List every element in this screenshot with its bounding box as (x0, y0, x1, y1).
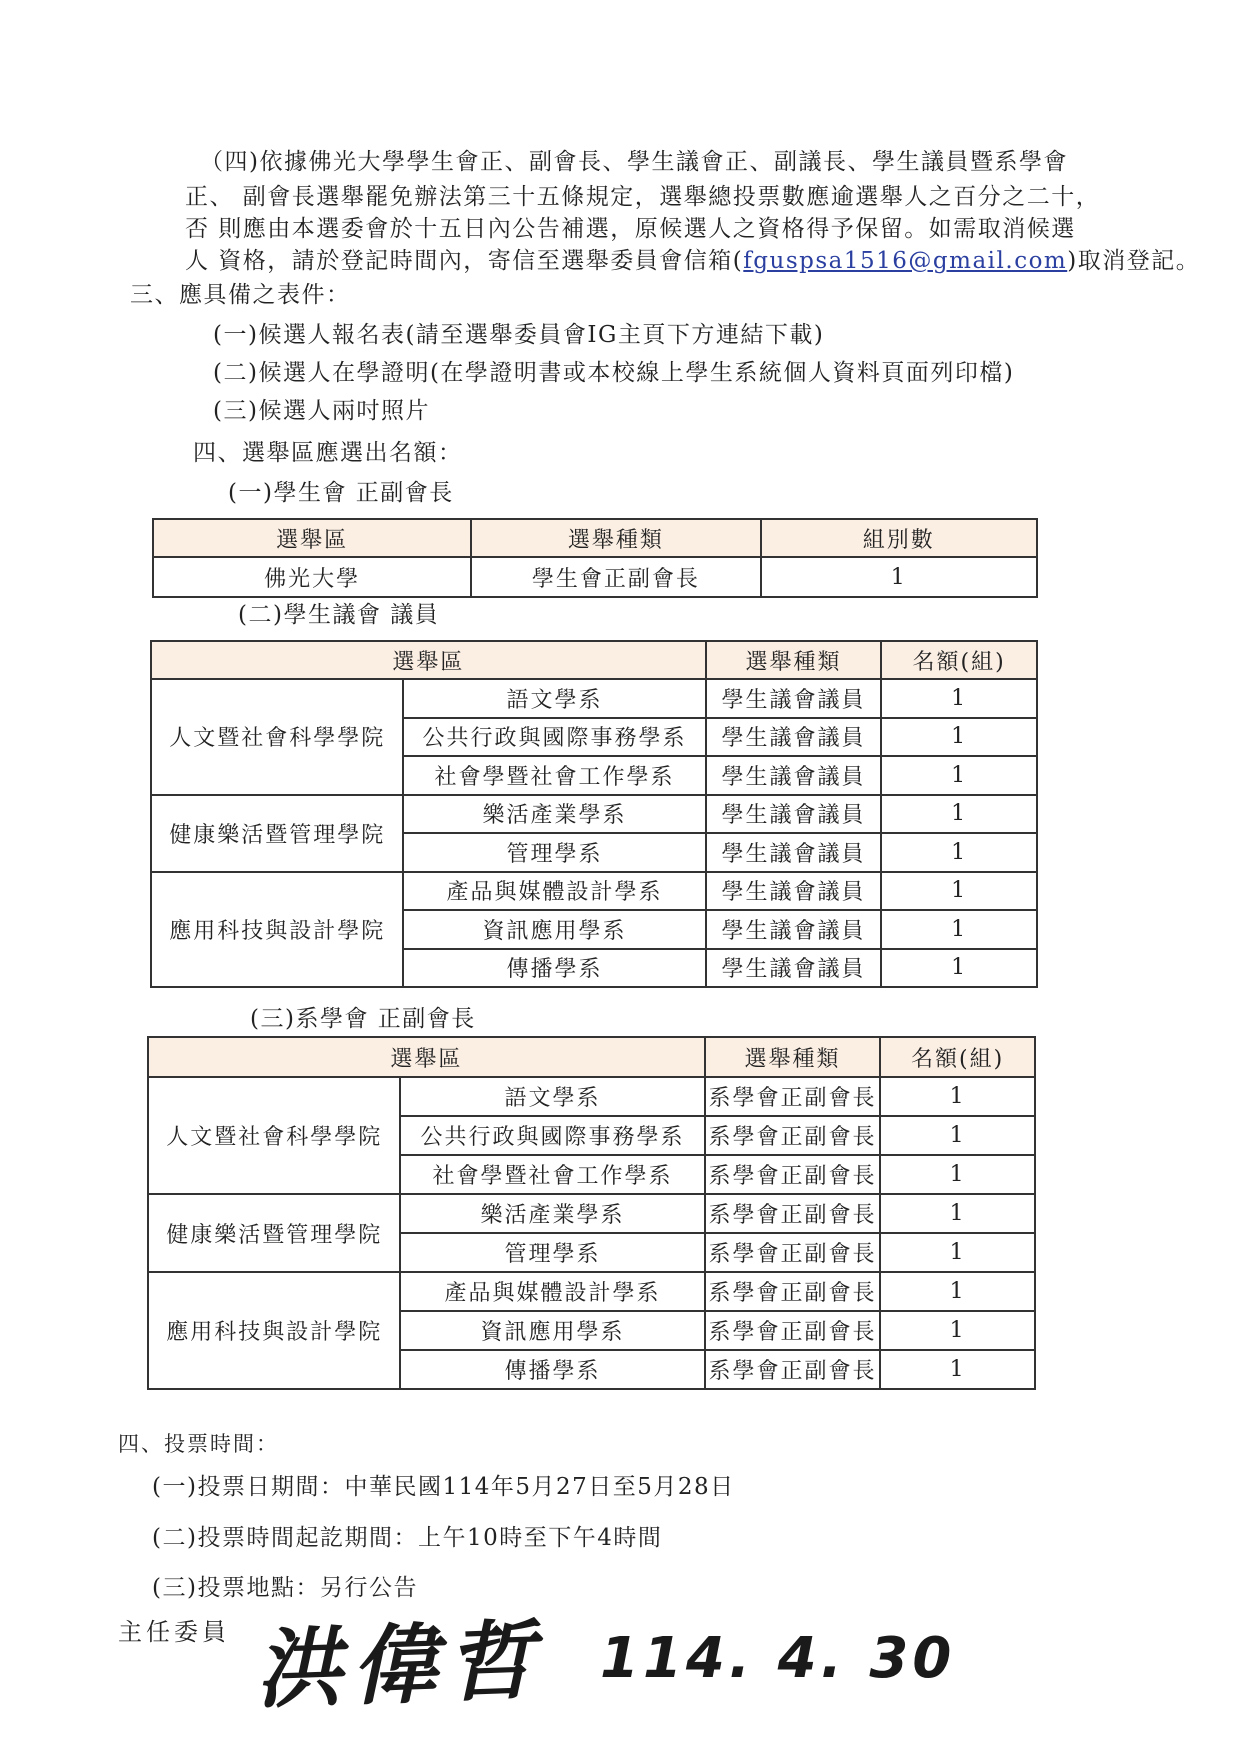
cell-district: 佛光大學 (153, 557, 471, 597)
dept-cell: 語文學系 (400, 1077, 704, 1116)
dept-cell: 語文學系 (403, 679, 705, 718)
table1-caption: (一)學生會 正副會長 (228, 480, 454, 506)
rule-line-4 (185, 246, 1200, 276)
header-count: 組別數 (761, 519, 1037, 557)
rule-line-4-suffix: )取消登記。 (1067, 248, 1201, 274)
section3-heading: 三、應具備之表件： (130, 282, 351, 308)
type-cell: 學生議會議員 (706, 679, 882, 718)
table-student-council (150, 640, 1038, 988)
count-cell: 1 (880, 1116, 1035, 1155)
count-cell: 1 (881, 949, 1037, 988)
count-cell: 1 (880, 1233, 1035, 1272)
rule-line-2: 正、 副會長選舉罷免辦法第三十五條規定，選舉總投票數應逾選舉人之百分之二十， (185, 184, 1101, 210)
type-cell: 學生議會議員 (706, 795, 882, 834)
section3-item-3: (三)候選人兩吋照片 (213, 398, 430, 424)
dept-cell: 樂活產業學系 (403, 795, 705, 834)
type-cell: 系學會正副會長 (705, 1272, 881, 1311)
type-cell: 學生議會議員 (706, 910, 882, 949)
table2-caption: (二)學生議會 議員 (238, 602, 440, 628)
type-cell: 系學會正副會長 (705, 1155, 881, 1194)
section4-heading: 四、選舉區應選出名額： (193, 440, 463, 466)
type-cell: 系學會正副會長 (705, 1311, 881, 1350)
dept-cell: 公共行政與國際事務學系 (400, 1116, 704, 1155)
count-cell: 1 (880, 1311, 1035, 1350)
count-cell: 1 (880, 1194, 1035, 1233)
type-cell: 系學會正副會長 (705, 1077, 881, 1116)
count-cell: 1 (881, 679, 1037, 718)
dept-cell: 產品與媒體設計學系 (403, 872, 705, 911)
college-cell: 健康樂活暨管理學院 (148, 1194, 400, 1272)
college-cell: 健康樂活暨管理學院 (151, 795, 403, 872)
cell-type: 學生會正副會長 (471, 557, 760, 597)
dept-cell: 傳播學系 (400, 1350, 704, 1389)
rule-line-1: （四)依據佛光大學學生會正、副會長、學生議會正、副議長、學生議員暨系學會 (200, 149, 1068, 175)
signature-title: 主任委員 (118, 1618, 230, 1646)
dept-cell: 社會學暨社會工作學系 (403, 756, 705, 795)
table3-caption: (三)系學會 正副會長 (250, 1006, 476, 1032)
header-district: 選舉區 (153, 519, 471, 557)
type-cell: 學生議會議員 (706, 833, 882, 872)
count-cell: 1 (881, 795, 1037, 834)
section3-item-2: (二)候選人在學證明(在學證明書或本校線上學生系統個人資料頁面列印檔) (213, 360, 1015, 386)
count-cell: 1 (881, 910, 1037, 949)
header-count: 名額(組) (881, 641, 1037, 679)
dept-cell: 社會學暨社會工作學系 (400, 1155, 704, 1194)
dept-cell: 傳播學系 (403, 949, 705, 988)
type-cell: 系學會正副會長 (705, 1350, 881, 1389)
header-type: 選舉種類 (471, 519, 760, 557)
type-cell: 學生議會議員 (706, 756, 882, 795)
dept-cell: 管理學系 (403, 833, 705, 872)
table-department-association (147, 1036, 1036, 1390)
college-cell: 應用科技與設計學院 (151, 872, 403, 988)
count-cell: 1 (881, 872, 1037, 911)
type-cell: 學生議會議員 (706, 718, 882, 757)
dept-cell: 公共行政與國際事務學系 (403, 718, 705, 757)
college-cell: 人文暨社會科學學院 (151, 679, 403, 795)
header-type: 選舉種類 (705, 1037, 881, 1077)
type-cell: 學生議會議員 (706, 872, 882, 911)
email-link[interactable]: fguspsa1516@gmail.com (743, 248, 1068, 274)
dept-cell: 產品與媒體設計學系 (400, 1272, 704, 1311)
dept-cell: 管理學系 (400, 1233, 704, 1272)
voting-heading: 四、投票時間： (118, 1432, 279, 1456)
rule-line-4-prefix: 人 資格，請於登記時間內，寄信至選舉委員會信箱( (185, 248, 744, 274)
handwritten-date: 114. 4. 30 (600, 1626, 956, 1691)
count-cell: 1 (881, 718, 1037, 757)
header-district: 選舉區 (148, 1037, 705, 1077)
cell-count: 1 (761, 557, 1037, 597)
rule-line-3: 否 則應由本選委會於十五日內公告補選，原候選人之資格得予保留。如需取消候選 (185, 216, 1076, 242)
voting-item-3: (三)投票地點：另行公告 (152, 1575, 418, 1601)
count-cell: 1 (880, 1272, 1035, 1311)
count-cell: 1 (880, 1077, 1035, 1116)
count-cell: 1 (880, 1155, 1035, 1194)
college-cell: 人文暨社會科學學院 (148, 1077, 400, 1194)
dept-cell: 資訊應用學系 (403, 910, 705, 949)
header-count: 名額(組) (880, 1037, 1035, 1077)
header-district: 選舉區 (151, 641, 706, 679)
voting-item-1: (一)投票日期間：中華民國114年5月27日至5月28日 (152, 1474, 735, 1500)
count-cell: 1 (881, 756, 1037, 795)
dept-cell: 資訊應用學系 (400, 1311, 704, 1350)
voting-item-2: (二)投票時間起訖期間：上午10時至下午4時間 (152, 1525, 663, 1551)
type-cell: 學生議會議員 (706, 949, 882, 988)
header-type: 選舉種類 (706, 641, 882, 679)
table-student-association (152, 518, 1038, 598)
handwritten-signature: 洪偉哲 (253, 1611, 545, 1721)
type-cell: 系學會正副會長 (705, 1233, 881, 1272)
count-cell: 1 (880, 1350, 1035, 1389)
section3-item-1: (一)候選人報名表(請至選舉委員會IG主頁下方連結下載) (213, 322, 825, 348)
type-cell: 系學會正副會長 (705, 1194, 881, 1233)
college-cell: 應用科技與設計學院 (148, 1272, 400, 1389)
type-cell: 系學會正副會長 (705, 1116, 881, 1155)
dept-cell: 樂活產業學系 (400, 1194, 704, 1233)
count-cell: 1 (881, 833, 1037, 872)
